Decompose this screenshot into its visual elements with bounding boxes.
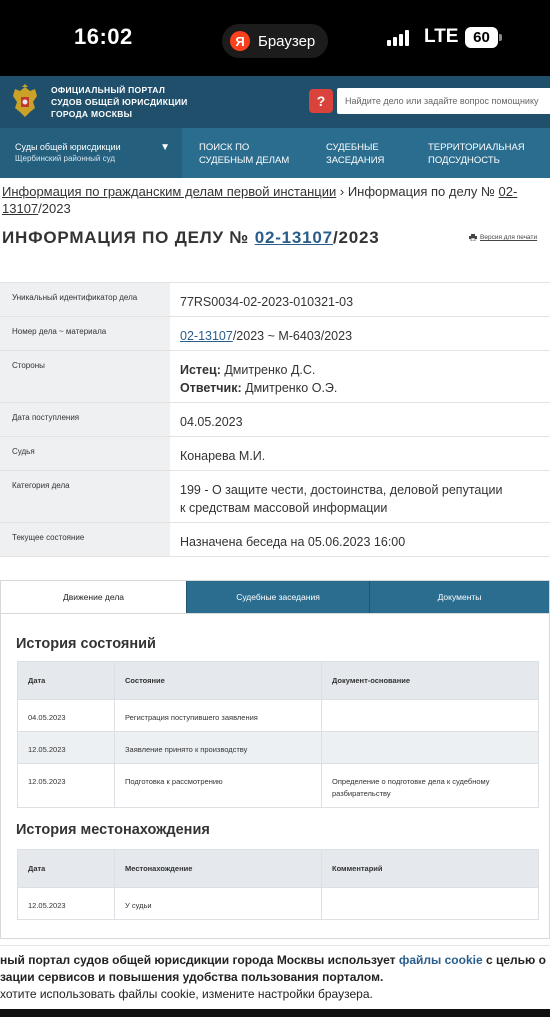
home-indicator-bar <box>0 1009 550 1017</box>
cookie-banner: ный портал судов общей юрисдикции города Москвы использует файлы cookie с целью о зации сервисов и повышения удобства пользования порталом. хотите использовать файлы cookie, измените настройки браузера. <box>0 945 550 1009</box>
states-table <box>17 661 539 808</box>
breadcrumb-link-civil-cases[interactable]: Информация по гражданским делам первой инстанции <box>2 184 337 199</box>
table-cell: У судьи <box>115 888 322 920</box>
nav-item-hearings[interactable]: СУДЕБНЫЕ ЗАСЕДАНИЯ <box>326 142 385 166</box>
info-value: Конарева М.И. <box>180 449 266 463</box>
battery-icon: 60 <box>465 27 498 48</box>
table-cell: 04.05.2023 <box>18 700 115 732</box>
info-row-category <box>0 471 550 523</box>
table-row <box>18 764 539 808</box>
print-version[interactable] <box>469 234 537 241</box>
cookie-files-link[interactable]: файлы cookie <box>398 953 483 967</box>
table-row <box>18 700 539 732</box>
info-row-judge <box>0 437 550 471</box>
table-row <box>18 732 539 764</box>
section-title-location: История местонахождения <box>16 822 210 838</box>
info-row-uid <box>0 283 550 317</box>
case-tabs <box>0 580 550 614</box>
info-label: Стороны <box>0 351 170 402</box>
info-row-date <box>0 403 550 437</box>
info-label: Уникальный идентификатор дела <box>0 283 170 316</box>
table-cell: Определение о подготовке дела к судебному разбирательству <box>322 764 539 808</box>
court-selector[interactable] <box>0 128 182 178</box>
info-row-state <box>0 523 550 557</box>
info-label: Судья <box>0 437 170 470</box>
portal-title[interactable]: ОФИЦИАЛЬНЫЙ ПОРТАЛ СУДОВ ОБЩЕЙ ЮРИСДИКЦИИ ГОРОДА МОСКВЫ <box>51 85 188 119</box>
table-cell: 12.05.2023 <box>18 888 115 920</box>
info-label: Дата поступления <box>0 403 170 436</box>
browser-pill[interactable] <box>222 24 328 58</box>
info-label: Номер дела ~ материала <box>0 317 170 350</box>
court-type: Суды общей юрисдикции <box>15 142 121 152</box>
case-info-table <box>0 282 550 557</box>
search-input[interactable] <box>337 88 550 114</box>
clock: 16:02 <box>74 24 133 49</box>
info-value: 04.05.2023 <box>180 415 243 429</box>
breadcrumb: Информация по гражданским делам первой инстанции › Информация по делу № 02-13107/2023 <box>2 184 518 216</box>
location-table <box>17 849 539 920</box>
info-value: 77RS0034-02-2023-010321-03 <box>180 295 354 309</box>
table-cell: Заявление принято к производству <box>115 732 322 764</box>
status-bar <box>0 0 550 76</box>
yandex-icon: Я <box>230 31 250 51</box>
print-link[interactable]: Версия для печати <box>480 234 538 241</box>
site-header <box>0 76 550 128</box>
help-button[interactable]: ? <box>309 89 333 113</box>
nav-item-case-search[interactable]: ПОИСК ПО СУДЕБНЫМ ДЕЛАМ <box>199 142 290 166</box>
info-label: Категория дела <box>0 471 170 522</box>
network-type: LTE <box>424 26 459 47</box>
table-cell: 12.05.2023 <box>18 732 115 764</box>
case-number-link[interactable]: 02-13107 <box>180 329 233 343</box>
info-value: Назначена беседа на 05.06.2023 16:00 <box>180 535 406 549</box>
chevron-down-icon: ▼ <box>160 142 170 153</box>
info-row-parties <box>0 351 550 403</box>
page-title: ИНФОРМАЦИЯ ПО ДЕЛУ № 02-13107/2023 <box>2 228 380 247</box>
tab-case-movement[interactable]: Движение дела <box>1 581 186 613</box>
info-value: 199 - О защите чести, достоинства, деловой репутации к средствам массовой информации <box>180 483 503 515</box>
column-header: Документ-основание <box>322 662 539 700</box>
table-cell: Подготовка к рассмотрению <box>115 764 322 808</box>
column-header: Состояние <box>115 662 322 700</box>
info-row-number <box>0 317 550 351</box>
info-value: Истец: Дмитренко Д.С. Ответчик: Дмитренко О.Э. <box>180 363 338 395</box>
info-value: 02-13107/2023 ~ М-6403/2023 <box>180 329 353 343</box>
main-nav <box>0 128 550 178</box>
column-header: Комментарий <box>322 850 539 888</box>
breadcrumb-case-link[interactable]: 02-13107 <box>2 184 518 216</box>
tab-documents[interactable]: Документы <box>369 581 549 613</box>
tab-panel <box>0 614 550 939</box>
table-cell <box>322 700 539 732</box>
column-header: Местонахождение <box>115 850 322 888</box>
breadcrumb-separator-icon: › <box>339 184 345 199</box>
column-header: Дата <box>18 850 115 888</box>
title-case-link[interactable]: 02-13107 <box>254 228 333 247</box>
table-row <box>18 888 539 920</box>
browser-label: Браузер <box>258 32 316 50</box>
info-label: Текущее состояние <box>0 523 170 556</box>
table-cell: Регистрация поступившего заявления <box>115 700 322 732</box>
breadcrumb-current: Информация по делу № <box>347 184 499 199</box>
column-header: Дата <box>18 662 115 700</box>
court-name: Щербинский районный суд <box>15 154 116 163</box>
table-cell: 12.05.2023 <box>18 764 115 808</box>
signal-icon <box>387 30 409 46</box>
nav-item-jurisdiction[interactable]: ТЕРРИТОРИАЛЬНАЯ ПОДСУДНОСТЬ <box>428 142 525 166</box>
tab-hearings[interactable]: Судебные заседания <box>186 581 369 613</box>
section-title-states: История состояний <box>16 636 156 652</box>
printer-icon <box>469 234 477 241</box>
coat-of-arms-icon[interactable] <box>10 84 40 120</box>
table-cell <box>322 888 539 920</box>
table-cell <box>322 732 539 764</box>
